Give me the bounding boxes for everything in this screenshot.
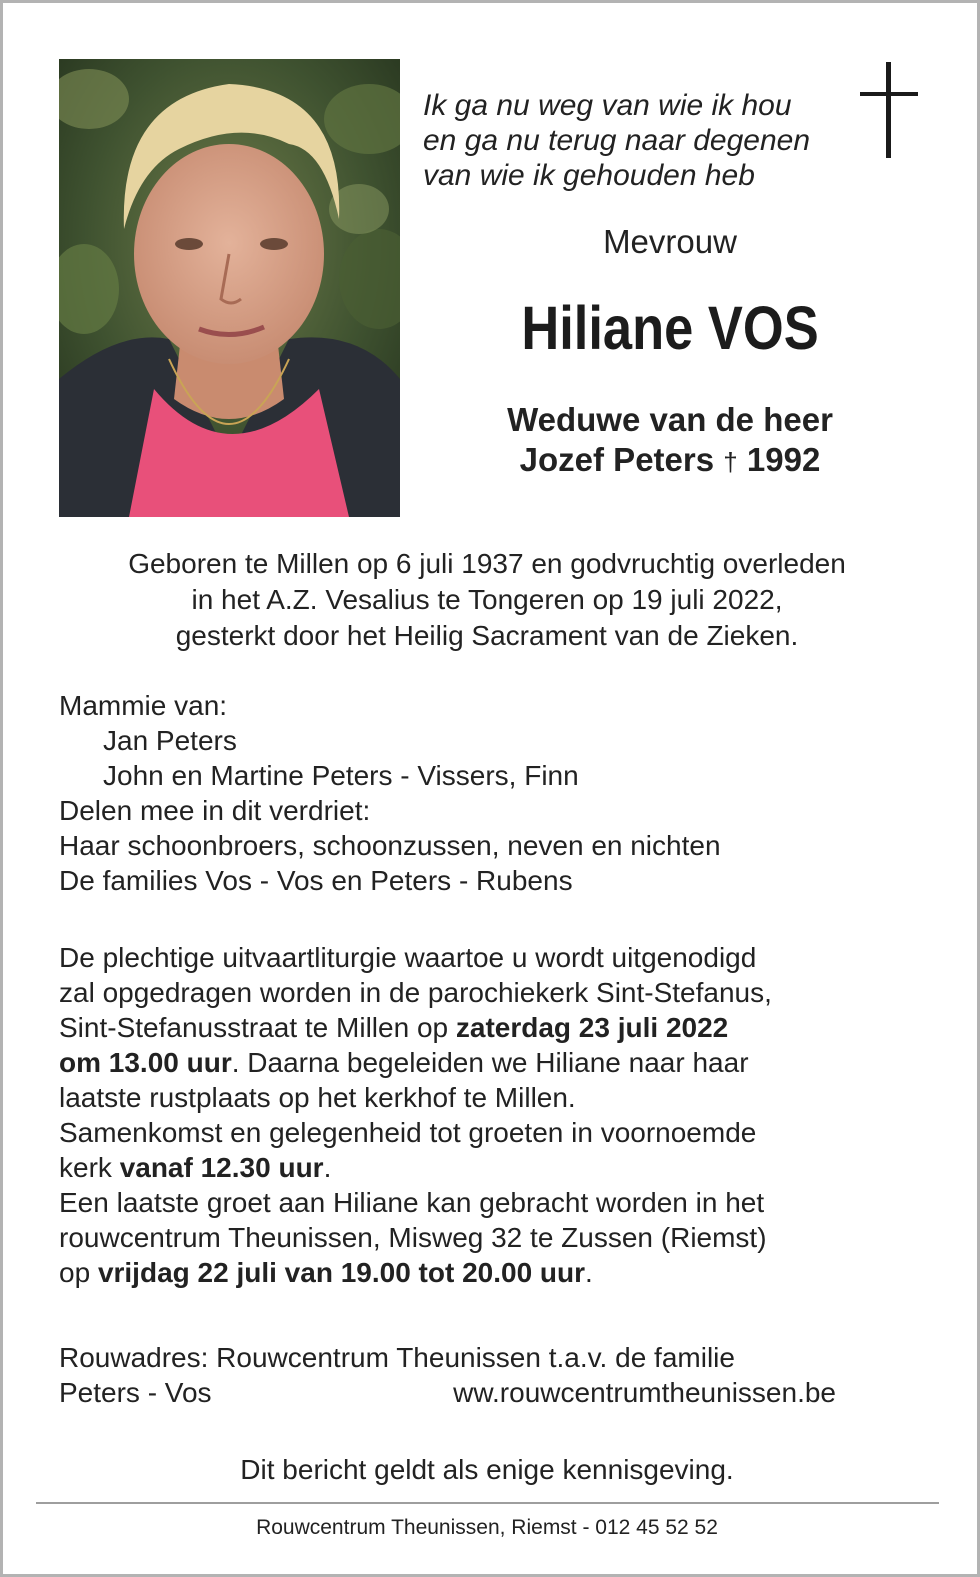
- funeral-time: om 13.00 uur: [59, 1047, 232, 1078]
- text-line: [59, 1150, 939, 1185]
- husband-death-year: 1992: [746, 441, 821, 478]
- text-line: [59, 1045, 939, 1080]
- text-line: Een laatste groet aan Hiliane kan gebracht worden in het: [59, 1187, 765, 1218]
- family-section: [59, 688, 939, 898]
- widow-husband: [420, 440, 920, 482]
- text-line: zal opgedragen worden in de parochiekerk Sint-Stefanus,: [59, 977, 772, 1008]
- text-line: Mammie van:: [59, 690, 228, 721]
- child-name: John en Martine Peters - Vissers, Finn: [103, 760, 579, 791]
- widow-info: [420, 400, 920, 482]
- poem-line: Ik ga nu weg van wie ik hou: [423, 89, 792, 122]
- text-line: laatste rustplaats op het kerkhof te Millen.: [59, 1082, 576, 1113]
- funeral-section: [59, 940, 939, 1290]
- text-line: [59, 1255, 939, 1290]
- portrait-photo: [59, 59, 400, 517]
- text-line: De plechtige uitvaartliturgie waartoe u wordt uitgenodigd: [59, 942, 757, 973]
- visitation-time: vrijdag 22 juli van 19.00 tot 20.00 uur: [97, 1257, 586, 1288]
- text-line: gesterkt door het Heilig Sacrament van de Zieken.: [175, 620, 799, 651]
- poem: [423, 88, 843, 193]
- text-line: rouwcentrum Theunissen, Misweg 32 te Zussen (Riemst): [59, 1222, 767, 1253]
- text-line: [59, 1010, 939, 1045]
- birth-death-text: [40, 546, 934, 654]
- text-line: Samenkomst en gelegenheid tot groeten in voornoemde: [59, 1117, 757, 1148]
- address-family: Peters - Vos: [59, 1377, 212, 1408]
- address-section: [59, 1340, 939, 1410]
- website-link[interactable]: ww.rouwcentrumtheunissen.be: [453, 1377, 836, 1408]
- dagger-icon: †: [723, 447, 738, 477]
- text-part: kerk: [59, 1152, 120, 1183]
- text-line: Haar schoonbroers, schoonzussen, neven en nichten: [59, 830, 721, 861]
- husband-name: Jozef Peters: [519, 441, 715, 478]
- funeral-date: zaterdag 23 juli 2022: [455, 1012, 729, 1043]
- notice-text: Dit bericht geldt als enige kennisgeving.: [240, 1454, 734, 1485]
- gathering-time: vanaf 12.30 uur: [119, 1152, 324, 1183]
- text-part: .: [323, 1152, 332, 1183]
- deceased-name: Hiliane VOS: [521, 294, 819, 362]
- footer-text: Rouwcentrum Theunissen, Riemst - 012 45 52 52: [256, 1516, 718, 1539]
- poem-line: van wie ik gehouden heb: [423, 159, 755, 192]
- text-line: De families Vos - Vos en Peters - Rubens: [59, 865, 573, 896]
- widow-line: Weduwe van de heer: [507, 401, 833, 438]
- text-line: in het A.Z. Vesalius te Tongeren op 19 juli 2022,: [191, 584, 783, 615]
- text-part: Sint-Stefanusstraat te Millen op: [59, 1012, 456, 1043]
- divider: [36, 1502, 939, 1504]
- child-name: Jan Peters: [103, 725, 237, 756]
- text-part: . Daarna begeleiden we Hiliane naar haar: [231, 1047, 749, 1078]
- text-part: op: [59, 1257, 98, 1288]
- poem-line: en ga nu terug naar degenen: [423, 124, 810, 157]
- text-line: Delen mee in dit verdriet:: [59, 795, 371, 826]
- text-part: .: [585, 1257, 593, 1288]
- salutation: Mevrouw: [603, 223, 737, 260]
- cross-icon: [860, 62, 918, 158]
- address-line: Rouwadres: Rouwcentrum Theunissen t.a.v. de familie: [59, 1342, 735, 1373]
- text-line: Geboren te Millen op 6 juli 1937 en godvruchtig overleden: [128, 548, 846, 579]
